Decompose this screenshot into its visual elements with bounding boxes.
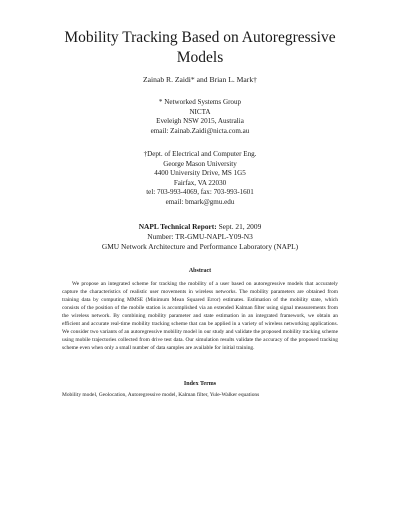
report-number: Number: TR-GMU-NAPL-Y09-N3 xyxy=(147,232,253,241)
affiliation-nicta xyxy=(60,98,340,136)
report-date: Sept. 21, 2009 xyxy=(216,222,262,231)
index-terms-heading: Index Terms xyxy=(183,381,217,387)
affiliation-line: NICTA xyxy=(189,107,211,116)
affiliation-line: †Dept. of Electrical and Computer Eng. xyxy=(143,150,257,158)
affiliation-line: * Networked Systems Group xyxy=(158,98,242,106)
affiliation-line: 4400 University Drive, MS 1G5 xyxy=(154,169,246,178)
affiliation-email: email: bmark@gmu.edu xyxy=(165,197,235,206)
title-line-2: Models xyxy=(176,49,224,66)
paper-title xyxy=(40,28,360,68)
report-lab: GMU Network Architecture and Performance Laboratory (NAPL) xyxy=(101,242,299,251)
affiliation-email: email: Zainab.Zaidi@nicta.com.au xyxy=(150,126,250,135)
abstract-heading: Abstract xyxy=(188,268,212,274)
report-label-line xyxy=(40,222,360,232)
title-line-1: Mobility Tracking Based on Autoregressive xyxy=(64,29,336,46)
index-terms-body: Mobility model, Geolocation, Autoregressive model, Kalman filter, Yule-Walker equations xyxy=(62,392,260,398)
report-label: NAPL Technical Report: xyxy=(138,222,217,231)
author-list: Zainab R. Zaidi* and Brian L. Mark† xyxy=(143,75,257,84)
affiliation-line: George Mason University xyxy=(163,159,237,168)
affiliation-gmu xyxy=(60,150,340,208)
affiliation-line: Fairfax, VA 22030 xyxy=(173,178,227,187)
report-info xyxy=(40,222,360,252)
affiliation-phone: tel: 703-993-4069, fax: 703-993-1601 xyxy=(146,188,254,197)
affiliation-line: Eveleigh NSW 2015, Australia xyxy=(156,117,244,126)
abstract-body: We propose an integrated scheme for tracking the mobility of a user based on autoregressive models that accurately capture the characteristics of realistic user movements in wireless networks. The mobility parameters are obtained from training data by computing MMSE (Minimum Mean Squared Error) estimates. Estimation of the mobility state, which consists of the position of the mobile station is accomplished via an extended Kalman filter using signal measurements from the wireless network. By combining mobility parameter and state estimation in an integrated framework, we obtain an efficient and accurate real-time mobility tracking scheme that can be applied in a variety of wireless networking applications. We consider two variants of an autoregressive mobility model in our study and validate the proposed mobility tracking scheme using mobile trajectories collected from drive test data. Our simulation results validate the accuracy of the proposed tracking scheme even when only a small number of data samples are available for initial training. xyxy=(62,281,338,351)
